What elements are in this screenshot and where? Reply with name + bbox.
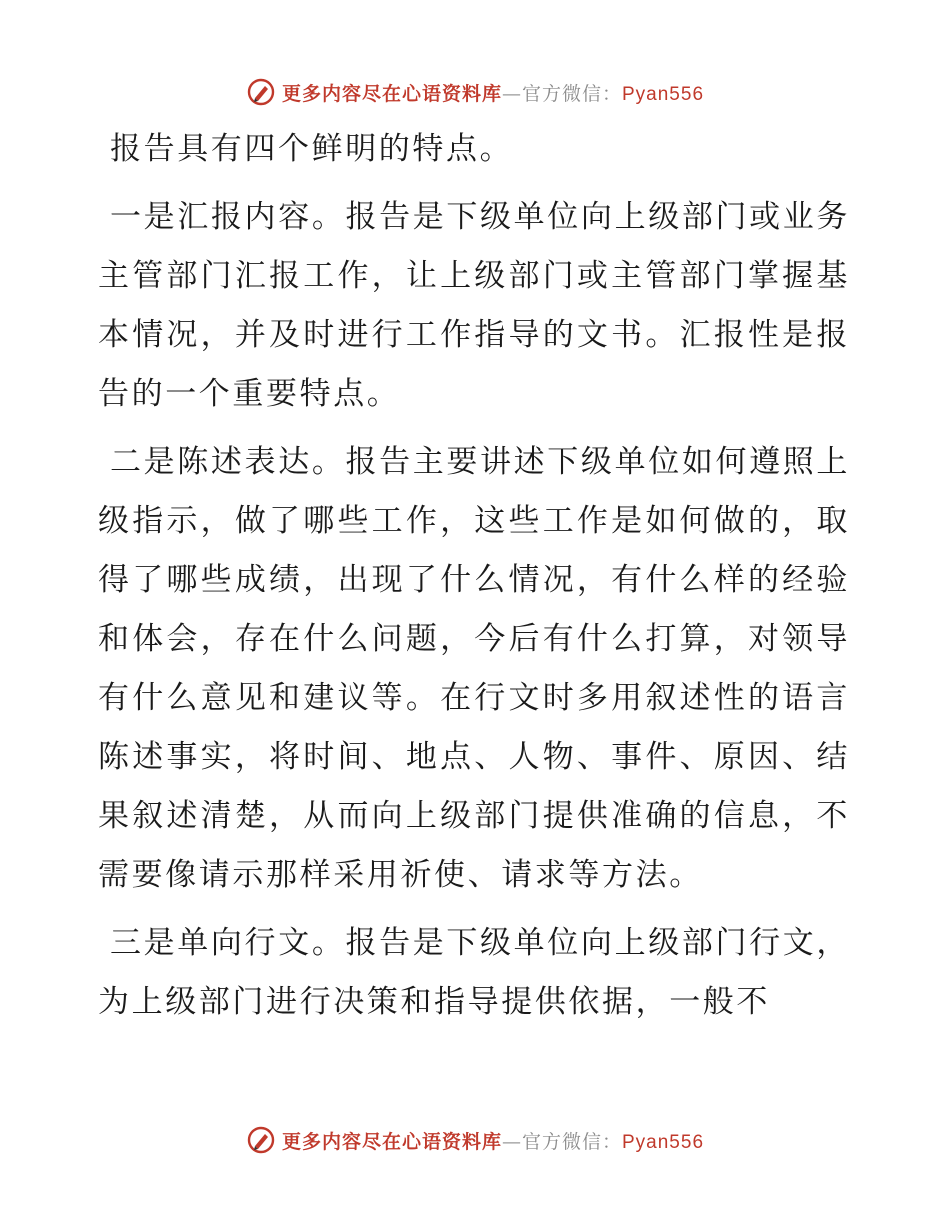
paragraph-point-one: 一是汇报内容。报告是下级单位向上级部门或业务主管部门汇报工作，让上级部门或主管部门掌握基本情况，并及时进行工作指导的文书。汇报性是报告的一个重要特点。 [98, 199, 850, 412]
paragraph-point-three: 三是单向行文。报告是下级单位向上级部门行文，为上级部门进行决策和指导提供依据，一般不 [98, 925, 850, 1020]
header-separator: — [501, 82, 522, 105]
footer-text [282, 1127, 704, 1154]
header-text [282, 79, 704, 106]
paragraph-intro: 报告具有四个鲜明的特点。 [110, 131, 514, 167]
footer-wechat-label: 官方微信： [521, 1130, 622, 1153]
footer-banner [0, 1120, 950, 1160]
footer-wechat-id: Pyan556 [622, 1131, 705, 1153]
header-brand: 更多内容尽在心语资料库 [281, 82, 502, 105]
paragraph-point-two: 二是陈述表达。报告主要讲述下级单位如何遵照上级指示，做了哪些工作，这些工作是如何做的，取得了哪些成绩，出现了什么情况，有什么样的经验和体会，存在什么问题，今后有什么打算，对领导有什么意见和建议等。在行文时多用叙述性的语言陈述事实，将时间、地点、人物、事件、原因、结果叙述清楚，从而向上级部门提供准确的信息，不需要像请示那样采用祈使、请求等方法。 [98, 444, 850, 893]
header-banner [0, 72, 950, 112]
pen-circle-logo-icon [246, 77, 276, 107]
footer-brand: 更多内容尽在心语资料库 [281, 1130, 502, 1153]
pen-circle-logo-icon [246, 1125, 276, 1155]
footer-separator: — [501, 1130, 522, 1153]
header-wechat-id: Pyan556 [622, 83, 705, 105]
document-body [98, 120, 850, 1041]
header-wechat-label: 官方微信： [521, 82, 622, 105]
